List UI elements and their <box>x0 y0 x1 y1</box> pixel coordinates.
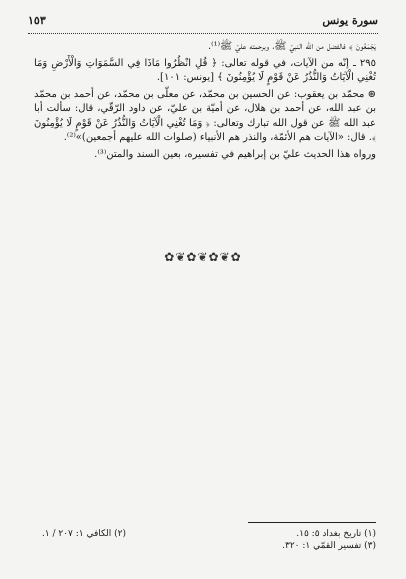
footnote-3: (٣) تفسير القمّي ١: ٣٢٠. <box>282 541 376 551</box>
footnote-divider <box>248 522 376 523</box>
paragraph-2: ٢٩٥ ـ إنّه من الآيات، في قوله تعالى: ﴿ قُلِ انْظُرُوا مَاذَا فِي السَّمَوَاتِ وَالْأَرْضِ وَمَا تُغْنِي الْآيَاتُ وَالنُّذُرُ عَنْ قَوْمٍ لَا يُؤْمِنُونَ ﴾ [يونس: ١٠١]. <box>34 57 376 83</box>
paragraph-4: ورواه هذا الحديث عليّ بن إبراهيم في تفسيره، بعين السند والمتن⁽³⁾. <box>94 148 376 160</box>
page-header <box>28 14 378 30</box>
main-text <box>34 40 376 164</box>
surah-title: سورة يونس <box>322 14 378 27</box>
header-divider <box>28 33 378 34</box>
footnote-1: (١) تاريخ بغداد ٥: ١٥. <box>296 529 376 539</box>
paragraph-1: يَجْمَعُونَ ﴾ فالفضل من الله النبيّ ﷺ، وبرحمته عليّ ﷺ⁽¹⁾. <box>207 41 376 52</box>
footnotes <box>34 528 376 552</box>
footnote-2: (٢) الكافي ١: ٢٠٧ / ١. <box>41 529 126 539</box>
paragraph-3: ⊛ محمّد بن يعقوب: عن الحسين بن محمّد، عن معلّى بن محمّد، عن أحمد بن محمّد بن عبد الله، عن أحمد بن هلال، عن أميّة بن عليّ، عن داود الرّقّي، قال: سألت أبا عبد الله ﷺ عن قول الله تبارك وتعالى: ﴿ وَمَا تُغْنِي الْآيَاتُ وَالنُّذُرُ عَنْ قَوْمٍ لَا يُؤْمِنُونَ ﴾. قال: «الآيات هم الأئمّة، والنذر هم الأنبياء (صلوات الله عليهم أجمعين)»⁽²⁾. <box>34 88 376 143</box>
page-number: ١٥٣ <box>28 14 46 27</box>
section-ornament: ✿❦✿❦✿❦✿ <box>164 250 242 264</box>
